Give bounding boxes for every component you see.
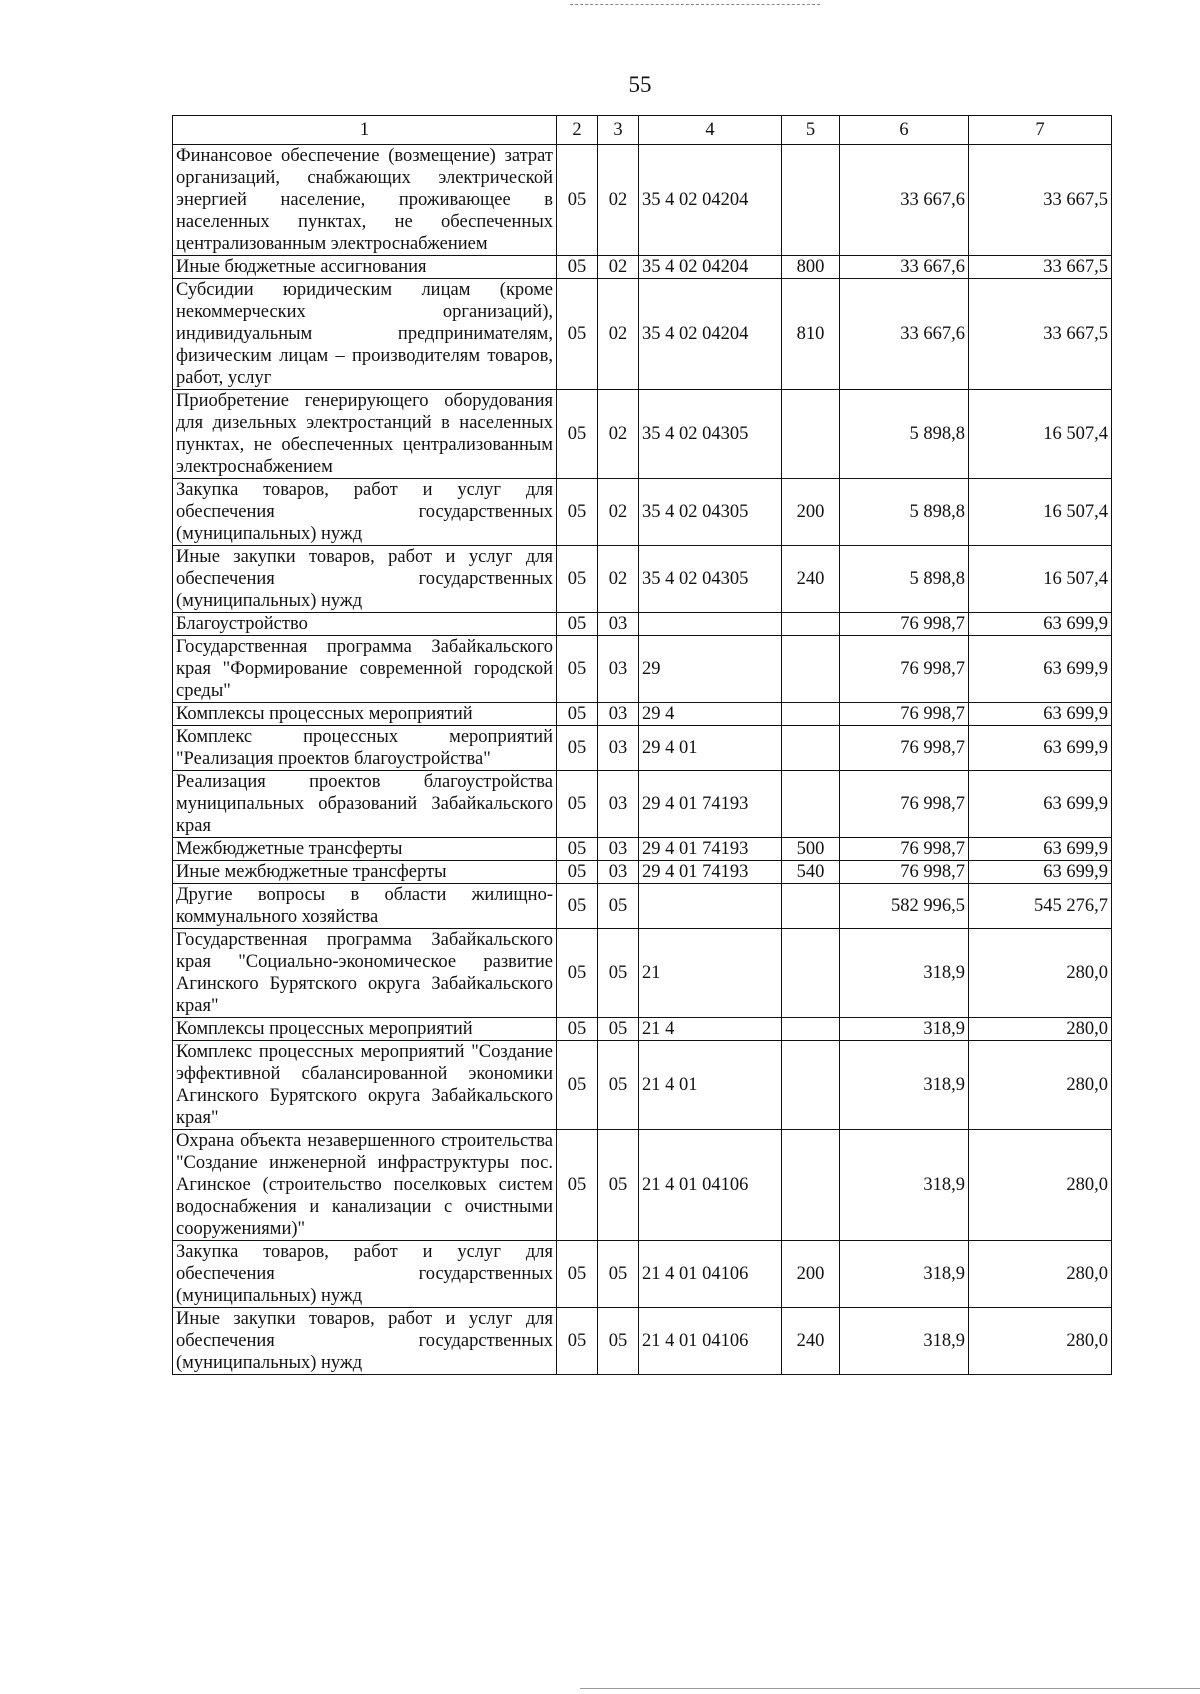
row-target-article: 35 4 02 04204 [639,145,782,256]
row-amount-year2: 63 699,9 [969,726,1112,771]
scan-artifact-bottom [580,1688,1200,1689]
row-amount-year1: 76 998,7 [840,771,969,838]
row-expense-type: 800 [782,256,840,279]
table-row [173,838,1112,861]
row-amount-year2: 63 699,9 [969,613,1112,636]
row-expense-type [782,771,840,838]
row-amount-year1: 76 998,7 [840,726,969,771]
row-section: 05 [557,771,598,838]
row-name: Закупка товаров, работ и услуг для обеспечения государственных (муниципальных) нужд [173,479,557,546]
row-amount-year1: 33 667,6 [840,279,969,390]
row-expense-type: 240 [782,546,840,613]
row-amount-year1: 5 898,8 [840,479,969,546]
table-row [173,613,1112,636]
row-subsection: 05 [598,1308,639,1375]
row-amount-year1: 318,9 [840,1241,969,1308]
row-amount-year1: 76 998,7 [840,636,969,703]
row-target-article: 35 4 02 04204 [639,279,782,390]
row-subsection: 02 [598,279,639,390]
row-expense-type: 200 [782,479,840,546]
table-row [173,279,1112,390]
row-section: 05 [557,279,598,390]
table-row [173,390,1112,479]
row-amount-year2: 63 699,9 [969,636,1112,703]
row-section: 05 [557,636,598,703]
row-amount-year2: 16 507,4 [969,546,1112,613]
row-expense-type [782,636,840,703]
row-amount-year2: 63 699,9 [969,703,1112,726]
row-section: 05 [557,1018,598,1041]
table-row [173,726,1112,771]
row-amount-year1: 76 998,7 [840,703,969,726]
row-subsection: 03 [598,838,639,861]
row-expense-type [782,613,840,636]
header-col-7: 7 [969,116,1112,145]
page-number: 55 [628,72,652,97]
row-amount-year1: 5 898,8 [840,390,969,479]
row-subsection: 05 [598,1130,639,1241]
table-row [173,861,1112,884]
row-expense-type: 200 [782,1241,840,1308]
row-amount-year1: 33 667,6 [840,145,969,256]
row-expense-type: 810 [782,279,840,390]
row-subsection: 02 [598,546,639,613]
row-name: Субсидии юридическим лицам (кроме некоммерческих организаций), индивидуальным предпринимателям, физическим лицам – производителям товаров, работ, услуг [173,279,557,390]
row-target-article: 21 4 01 04106 [639,1130,782,1241]
row-name: Иные бюджетные ассигнования [173,256,557,279]
row-subsection: 05 [598,1241,639,1308]
row-amount-year1: 318,9 [840,1041,969,1130]
row-amount-year1: 76 998,7 [840,838,969,861]
row-target-article: 35 4 02 04305 [639,390,782,479]
table-row [173,1018,1112,1041]
header-col-3: 3 [598,116,639,145]
header-col-4: 4 [639,116,782,145]
row-expense-type: 540 [782,861,840,884]
row-name: Финансовое обеспечение (возмещение) затрат организаций, снабжающих электрической энергией население, проживающее в населенных пунктах, не обеспеченных централизованным электроснабжением [173,145,557,256]
row-section: 05 [557,1241,598,1308]
row-expense-type [782,884,840,929]
table-row [173,884,1112,929]
row-amount-year2: 280,0 [969,1241,1112,1308]
row-amount-year2: 280,0 [969,1018,1112,1041]
row-expense-type [782,703,840,726]
row-amount-year2: 280,0 [969,1130,1112,1241]
row-target-article: 29 4 [639,703,782,726]
row-section: 05 [557,703,598,726]
row-section: 05 [557,884,598,929]
scan-artifact-top [570,4,820,5]
table-header-row [173,116,1112,145]
row-expense-type: 500 [782,838,840,861]
row-amount-year1: 582 996,5 [840,884,969,929]
row-amount-year2: 33 667,5 [969,279,1112,390]
table-row [173,929,1112,1018]
row-subsection: 05 [598,1018,639,1041]
row-amount-year2: 63 699,9 [969,861,1112,884]
row-name: Охрана объекта незавершенного строительства "Создание инженерной инфраструктуры пос. Агинское (строительство поселковых систем водоснабжения и канализации с очистными сооружениями)" [173,1130,557,1241]
header-col-6: 6 [840,116,969,145]
row-amount-year2: 280,0 [969,1041,1112,1130]
row-subsection: 02 [598,256,639,279]
row-name: Комплекс процессных мероприятий "Создание эффективной сбалансированной экономики Агинского Бурятского округа Забайкальского края" [173,1041,557,1130]
row-target-article: 21 4 01 04106 [639,1241,782,1308]
row-amount-year2: 63 699,9 [969,838,1112,861]
row-name: Благоустройство [173,613,557,636]
row-name: Межбюджетные трансферты [173,838,557,861]
row-section: 05 [557,479,598,546]
row-amount-year1: 318,9 [840,1130,969,1241]
row-subsection: 03 [598,861,639,884]
row-target-article [639,613,782,636]
row-target-article: 29 4 01 74193 [639,838,782,861]
row-target-article [639,884,782,929]
row-section: 05 [557,726,598,771]
row-section: 05 [557,1308,598,1375]
row-subsection: 03 [598,726,639,771]
row-name: Приобретение генерирующего оборудования для дизельных электростанций в населенных пунктах, не обеспеченных централизованным электроснабжением [173,390,557,479]
row-subsection: 05 [598,1041,639,1130]
budget-table [172,115,1112,1375]
row-target-article: 35 4 02 04305 [639,479,782,546]
row-target-article: 29 4 01 74193 [639,861,782,884]
row-name: Государственная программа Забайкальского края "Социально-экономическое развитие Агинского Бурятского округа Забайкальского края" [173,929,557,1018]
row-amount-year2: 280,0 [969,929,1112,1018]
row-subsection: 02 [598,390,639,479]
row-target-article: 21 4 [639,1018,782,1041]
row-amount-year2: 16 507,4 [969,479,1112,546]
row-amount-year1: 318,9 [840,1018,969,1041]
row-amount-year1: 5 898,8 [840,546,969,613]
row-expense-type [782,726,840,771]
table-row [173,1308,1112,1375]
row-section: 05 [557,613,598,636]
row-section: 05 [557,256,598,279]
row-name: Иные закупки товаров, работ и услуг для обеспечения государственных (муниципальных) нужд [173,1308,557,1375]
row-amount-year2: 280,0 [969,1308,1112,1375]
row-name: Реализация проектов благоустройства муниципальных образований Забайкальского края [173,771,557,838]
row-target-article: 21 4 01 04106 [639,1308,782,1375]
row-amount-year1: 76 998,7 [840,613,969,636]
row-subsection: 03 [598,771,639,838]
header-col-1: 1 [173,116,557,145]
row-name: Другие вопросы в области жилищно-коммунального хозяйства [173,884,557,929]
row-expense-type [782,1018,840,1041]
table-row [173,546,1112,613]
row-amount-year2: 545 276,7 [969,884,1112,929]
row-target-article: 29 4 01 [639,726,782,771]
row-subsection: 03 [598,636,639,703]
row-subsection: 02 [598,145,639,256]
row-amount-year2: 16 507,4 [969,390,1112,479]
row-amount-year2: 33 667,5 [969,256,1112,279]
header-col-2: 2 [557,116,598,145]
row-name: Иные межбюджетные трансферты [173,861,557,884]
table-row [173,636,1112,703]
table-row [173,145,1112,256]
header-col-5: 5 [782,116,840,145]
row-section: 05 [557,546,598,613]
row-target-article: 21 [639,929,782,1018]
row-section: 05 [557,1041,598,1130]
row-amount-year2: 63 699,9 [969,771,1112,838]
row-amount-year1: 76 998,7 [840,861,969,884]
row-name: Иные закупки товаров, работ и услуг для обеспечения государственных (муниципальных) нужд [173,546,557,613]
row-target-article: 35 4 02 04204 [639,256,782,279]
row-amount-year1: 318,9 [840,929,969,1018]
row-name: Комплекс процессных мероприятий "Реализация проектов благоустройства" [173,726,557,771]
row-expense-type [782,145,840,256]
row-subsection: 03 [598,613,639,636]
table-row [173,771,1112,838]
row-amount-year1: 318,9 [840,1308,969,1375]
row-expense-type [782,929,840,1018]
row-target-article: 35 4 02 04305 [639,546,782,613]
table-row [173,479,1112,546]
row-expense-type [782,390,840,479]
row-section: 05 [557,390,598,479]
table-row [173,1241,1112,1308]
row-section: 05 [557,838,598,861]
row-expense-type [782,1130,840,1241]
row-target-article: 29 [639,636,782,703]
row-expense-type [782,1041,840,1130]
row-name: Комплексы процессных мероприятий [173,1018,557,1041]
table-row [173,703,1112,726]
row-subsection: 05 [598,929,639,1018]
row-subsection: 05 [598,884,639,929]
row-expense-type: 240 [782,1308,840,1375]
row-section: 05 [557,145,598,256]
row-name: Комплексы процессных мероприятий [173,703,557,726]
row-section: 05 [557,1130,598,1241]
row-section: 05 [557,929,598,1018]
row-section: 05 [557,861,598,884]
row-amount-year2: 33 667,5 [969,145,1112,256]
row-target-article: 29 4 01 74193 [639,771,782,838]
row-name: Закупка товаров, работ и услуг для обеспечения государственных (муниципальных) нужд [173,1241,557,1308]
row-subsection: 02 [598,479,639,546]
row-name: Государственная программа Забайкальского края "Формирование современной городской среды" [173,636,557,703]
table-row [173,1130,1112,1241]
row-subsection: 03 [598,703,639,726]
table-row [173,1041,1112,1130]
row-amount-year1: 33 667,6 [840,256,969,279]
row-target-article: 21 4 01 [639,1041,782,1130]
table-row [173,256,1112,279]
